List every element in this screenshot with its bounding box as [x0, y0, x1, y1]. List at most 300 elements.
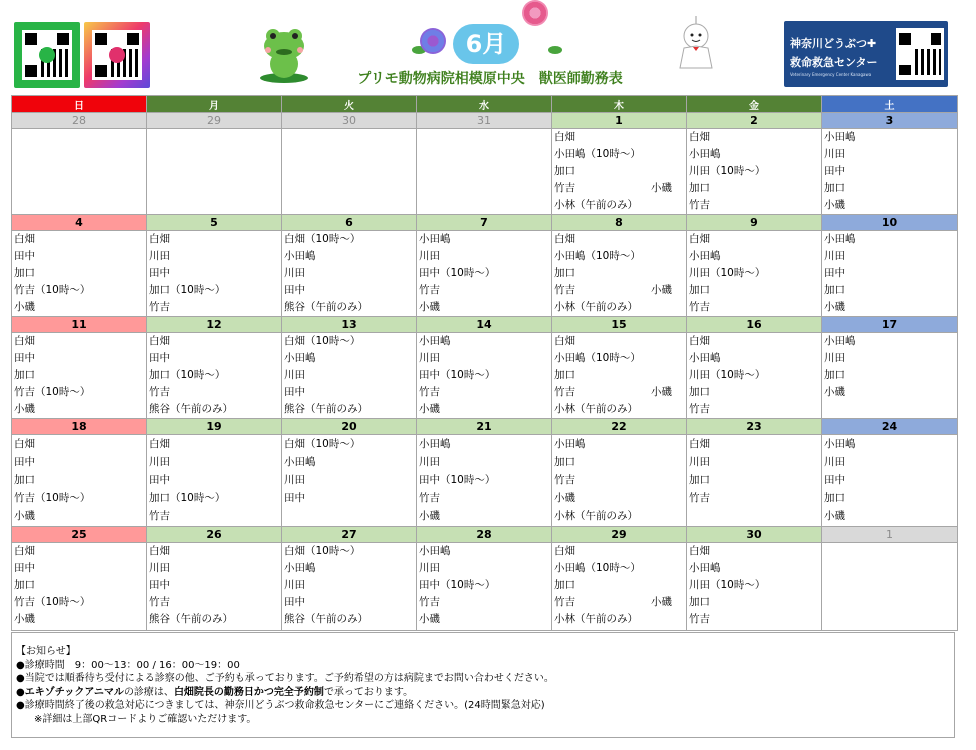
staff-name: 田中 [149, 352, 170, 364]
staff-row [12, 129, 958, 215]
notice-hours: ●診療時間 9：00～13：00 / 16：00～19：00 [16, 659, 240, 671]
staff-entry [147, 594, 281, 611]
day-staff-cell [822, 129, 958, 215]
staff-entry [282, 594, 416, 611]
staff-entry [12, 248, 146, 265]
staff-name: 小林（午前のみ） [554, 301, 638, 313]
staff-name-right: 小磯 [651, 284, 672, 296]
staff-name: 田中 [824, 474, 845, 486]
day-staff-cell [552, 435, 687, 527]
staff-name: 竹吉 [149, 510, 170, 522]
staff-name: 加口 [554, 369, 575, 381]
staff-entry [282, 282, 416, 299]
staff-entry [12, 333, 146, 350]
date-row [12, 113, 958, 129]
staff-name: 竹吉 [554, 474, 575, 486]
staff-name: 小磯 [824, 386, 845, 398]
staff-entry [687, 471, 821, 489]
staff-name: 小田嶋 [824, 438, 856, 450]
staff-name: 小田嶋 [689, 148, 721, 160]
staff-entry [282, 611, 416, 628]
staff-name: 小田嶋 [284, 352, 316, 364]
day-staff-cell [687, 435, 822, 527]
hydrangea-pink-icon [522, 0, 548, 26]
day-staff-cell [12, 129, 147, 215]
staff-name: 田中 [284, 284, 305, 296]
staff-name: 白畑 [689, 545, 710, 557]
staff-entry [147, 435, 281, 453]
day-number: 18 [12, 419, 147, 435]
day-number: 8 [552, 215, 687, 231]
day-staff-cell [687, 129, 822, 215]
staff-name: 小磯 [14, 510, 35, 522]
staff-name: 白畑（10時～） [284, 545, 361, 557]
notice-reservation: ●当院では順番待ち受付による診察の他、ご予約も承っております。ご予約希望の方は病院までお問い合わせください。 [16, 673, 554, 684]
staff-entry [552, 180, 686, 197]
staff-entry [552, 248, 686, 265]
staff-entry [147, 231, 281, 248]
notice-box [11, 632, 955, 738]
staff-name: 小田嶋 [284, 562, 316, 574]
day-staff-cell [12, 333, 147, 419]
day-number: 11 [12, 317, 147, 333]
staff-entry [552, 282, 686, 299]
staff-entry [687, 248, 821, 265]
staff-entry [552, 129, 686, 146]
staff-name: 加口 [689, 474, 710, 486]
staff-entry [282, 543, 416, 560]
staff-entry [147, 350, 281, 367]
staff-entry [282, 471, 416, 489]
date-row [12, 215, 958, 231]
staff-entry [417, 333, 551, 350]
day-number: 16 [687, 317, 822, 333]
center-name-line2: 救命救急センター [790, 56, 878, 69]
staff-name: 田中 [149, 474, 170, 486]
staff-entry [687, 435, 821, 453]
staff-entry [687, 282, 821, 299]
staff-name: 小磯 [419, 613, 440, 625]
notice-exotic-animal: エキゾチックアニマル [24, 686, 124, 698]
day-number: 27 [282, 527, 417, 543]
weekday-sat: 土 [822, 96, 958, 113]
staff-name: 小磯 [824, 301, 845, 313]
staff-name: 川田 [824, 148, 845, 160]
staff-entry [147, 282, 281, 299]
staff-name: 竹吉（10時～） [14, 596, 91, 608]
staff-name: 竹吉 [419, 284, 440, 296]
staff-name: 加口（10時～） [149, 284, 226, 296]
staff-entry [282, 265, 416, 282]
staff-entry [12, 401, 146, 418]
staff-name: 田中 [284, 492, 305, 504]
staff-name: 白畑（10時～） [284, 335, 361, 347]
day-staff-cell [282, 543, 417, 631]
staff-name: 白畑 [554, 335, 575, 347]
staff-entry [417, 507, 551, 525]
staff-entry [822, 231, 957, 248]
staff-entry [552, 489, 686, 507]
staff-entry [12, 231, 146, 248]
staff-name: 加口 [14, 474, 35, 486]
staff-entry [687, 489, 821, 507]
staff-entry [147, 471, 281, 489]
staff-name: 田中 [824, 165, 845, 177]
staff-entry [147, 299, 281, 316]
staff-entry [147, 577, 281, 594]
staff-entry [147, 611, 281, 628]
staff-entry [12, 543, 146, 560]
staff-name-right: 小磯 [651, 182, 672, 194]
day-staff-cell [282, 333, 417, 419]
staff-entry [552, 577, 686, 594]
staff-row [12, 543, 958, 631]
staff-entry [282, 333, 416, 350]
line-qr-code[interactable] [14, 22, 80, 88]
staff-entry [417, 543, 551, 560]
weekday-thu: 木 [552, 96, 687, 113]
notice-heading: 【お知らせ】 [16, 646, 76, 657]
day-staff-cell [12, 543, 147, 631]
staff-entry [417, 265, 551, 282]
staff-name-right: 小磯 [651, 386, 672, 398]
staff-entry [687, 384, 821, 401]
staff-entry [687, 367, 821, 384]
day-number: 7 [417, 215, 552, 231]
staff-name: 竹吉 [419, 386, 440, 398]
day-number: 21 [417, 419, 552, 435]
staff-entry [417, 453, 551, 471]
staff-entry [822, 163, 957, 180]
staff-name: 熊谷（午前のみ） [284, 403, 368, 415]
day-number: 29 [147, 113, 282, 129]
staff-entry [552, 401, 686, 418]
staff-entry [822, 350, 957, 367]
instagram-qr-icon [95, 33, 139, 77]
staff-name: 白畑 [554, 131, 575, 143]
staff-entry [687, 350, 821, 367]
staff-entry [417, 611, 551, 628]
day-staff-cell [822, 231, 958, 317]
notice-exotic [16, 686, 950, 700]
staff-entry [147, 489, 281, 507]
staff-entry [822, 489, 957, 507]
staff-name: 小磯 [824, 510, 845, 522]
staff-entry [687, 197, 821, 214]
date-row [12, 317, 958, 333]
staff-entry [552, 197, 686, 214]
staff-name: 白畑 [554, 233, 575, 245]
teru-teru-bozu-icon [676, 16, 716, 76]
staff-entry [147, 384, 281, 401]
schedule-calendar [11, 95, 958, 631]
staff-name: 熊谷（午前のみ） [284, 301, 368, 313]
staff-entry [417, 367, 551, 384]
staff-entry [687, 577, 821, 594]
staff-entry [687, 560, 821, 577]
staff-name: 加口 [824, 369, 845, 381]
emergency-center-banner[interactable] [784, 21, 948, 87]
staff-name: 竹吉 [554, 596, 575, 608]
staff-entry [147, 333, 281, 350]
notice-text: の診療は、 [123, 686, 174, 698]
staff-entry [822, 367, 957, 384]
staff-entry [687, 180, 821, 197]
staff-name: 加口 [14, 267, 35, 279]
day-number: 25 [12, 527, 147, 543]
staff-row [12, 231, 958, 317]
frog-icon [258, 26, 310, 84]
staff-name: 川田（10時～） [689, 165, 766, 177]
staff-entry [687, 231, 821, 248]
day-staff-cell [822, 333, 958, 419]
staff-entry [552, 507, 686, 525]
staff-entry [12, 560, 146, 577]
staff-name: 白畑 [14, 545, 35, 557]
staff-entry [12, 435, 146, 453]
staff-name: 小田嶋 [419, 233, 451, 245]
staff-name: 加口 [824, 284, 845, 296]
day-staff-cell [147, 543, 282, 631]
staff-entry [822, 265, 957, 282]
staff-entry [147, 560, 281, 577]
staff-entry [822, 299, 957, 316]
day-number: 4 [12, 215, 147, 231]
staff-name: 加口 [554, 579, 575, 591]
notice-text: で承っております。 [323, 686, 414, 698]
staff-entry [12, 265, 146, 282]
staff-name: 白畑 [689, 233, 710, 245]
staff-name: 川田 [149, 456, 170, 468]
staff-name: 小林（午前のみ） [554, 510, 638, 522]
day-staff-cell [822, 543, 958, 631]
staff-entry [552, 453, 686, 471]
day-number: 30 [687, 527, 822, 543]
staff-entry [552, 594, 686, 611]
staff-entry [147, 507, 281, 525]
staff-entry [552, 231, 686, 248]
staff-entry [552, 560, 686, 577]
staff-name: 川田 [689, 456, 710, 468]
staff-entry [552, 265, 686, 282]
day-number: 20 [282, 419, 417, 435]
staff-entry [822, 282, 957, 299]
staff-entry [552, 611, 686, 628]
staff-entry [282, 248, 416, 265]
staff-name: 白畑 [554, 545, 575, 557]
day-staff-cell [687, 333, 822, 419]
staff-entry [282, 577, 416, 594]
staff-entry [552, 384, 686, 401]
staff-name: 白畑 [149, 335, 170, 347]
staff-entry [687, 146, 821, 163]
staff-entry [12, 350, 146, 367]
day-number: 9 [687, 215, 822, 231]
day-staff-cell [282, 129, 417, 215]
staff-name: 小磯 [419, 403, 440, 415]
staff-name: 田中 [149, 267, 170, 279]
staff-name: 川田 [419, 352, 440, 364]
staff-entry [822, 146, 957, 163]
day-number: 19 [147, 419, 282, 435]
staff-name: 竹吉 [419, 492, 440, 504]
staff-name: 竹吉 [554, 386, 575, 398]
notice-emergency: ●診療時間終了後の救急対応につきましては、神奈川どうぶつ救命救急センターにご連絡ください。(24時間緊急対応) [16, 700, 545, 711]
notice-qr-hint: ※詳細は上部QRコードよりご確認いただけます。 [34, 713, 257, 725]
line-qr-icon [25, 33, 69, 77]
staff-name: 小田嶋 [284, 456, 316, 468]
staff-entry [687, 163, 821, 180]
staff-name: 川田 [284, 267, 305, 279]
staff-name: 加口 [554, 267, 575, 279]
day-number: 12 [147, 317, 282, 333]
staff-entry [687, 453, 821, 471]
staff-name: 竹吉 [689, 403, 710, 415]
day-number: 28 [12, 113, 147, 129]
staff-name: 小田嶋（10時～） [554, 562, 641, 574]
staff-name: 加口 [689, 182, 710, 194]
staff-entry [552, 350, 686, 367]
day-staff-cell [822, 435, 958, 527]
staff-entry [417, 350, 551, 367]
staff-name: 熊谷（午前のみ） [149, 403, 233, 415]
staff-entry [147, 453, 281, 471]
day-staff-cell [282, 231, 417, 317]
staff-name: 加口 [554, 165, 575, 177]
notice-exotic-condition: 白畑院長の勤務日かつ完全予約制 [173, 686, 324, 698]
staff-name: 竹吉 [149, 596, 170, 608]
staff-row [12, 435, 958, 527]
staff-name: 加口 [14, 369, 35, 381]
staff-entry [282, 350, 416, 367]
staff-entry [12, 577, 146, 594]
staff-name: 竹吉 [149, 386, 170, 398]
staff-name: 竹吉 [689, 613, 710, 625]
staff-name: 加口 [824, 492, 845, 504]
staff-name: 小林（午前のみ） [554, 403, 638, 415]
staff-name: 川田（10時～） [689, 579, 766, 591]
staff-entry [552, 163, 686, 180]
staff-name: 小田嶋 [419, 335, 451, 347]
day-staff-cell [687, 543, 822, 631]
staff-entry [417, 489, 551, 507]
staff-entry [687, 299, 821, 316]
staff-name: 小田嶋 [689, 562, 721, 574]
day-staff-cell [417, 435, 552, 527]
staff-entry [822, 180, 957, 197]
staff-name: 川田 [824, 456, 845, 468]
staff-name: 竹吉 [419, 596, 440, 608]
staff-entry [822, 507, 957, 525]
header [0, 0, 976, 92]
staff-entry [282, 489, 416, 507]
staff-entry [822, 435, 957, 453]
staff-name: 白畑 [689, 335, 710, 347]
staff-entry [417, 231, 551, 248]
staff-entry [12, 471, 146, 489]
staff-name: 小磯 [419, 510, 440, 522]
staff-name: 田中（10時～） [419, 267, 496, 279]
staff-name: 川田 [284, 474, 305, 486]
staff-entry [552, 146, 686, 163]
staff-name: 小磯 [554, 492, 575, 504]
staff-name: 川田 [284, 369, 305, 381]
staff-entry [12, 489, 146, 507]
staff-name: 白畑（10時～） [284, 438, 361, 450]
staff-name: 加口 [689, 596, 710, 608]
staff-name: 田中 [149, 579, 170, 591]
staff-name: 小田嶋 [554, 438, 586, 450]
staff-entry [417, 384, 551, 401]
weekday-mon: 月 [147, 96, 282, 113]
staff-name: 竹吉 [689, 492, 710, 504]
month-badge: 6月 [453, 24, 519, 64]
staff-entry [282, 560, 416, 577]
instagram-qr-code[interactable] [84, 22, 150, 88]
staff-entry [552, 435, 686, 453]
staff-name: 小磯 [14, 301, 35, 313]
hydrangea-purple-icon [420, 28, 446, 54]
day-number: 1 [552, 113, 687, 129]
staff-entry [417, 560, 551, 577]
staff-entry [12, 299, 146, 316]
staff-entry [687, 594, 821, 611]
weekday-wed: 水 [417, 96, 552, 113]
staff-entry [822, 333, 957, 350]
emergency-center-qr-code[interactable] [896, 28, 944, 80]
staff-name: 田中 [824, 267, 845, 279]
staff-name: 小田嶋 [824, 131, 856, 143]
staff-name: 加口（10時～） [149, 492, 226, 504]
staff-entry [417, 282, 551, 299]
staff-row [12, 333, 958, 419]
staff-entry [12, 507, 146, 525]
day-number: 24 [822, 419, 958, 435]
staff-entry [417, 401, 551, 418]
staff-entry [282, 401, 416, 418]
staff-entry [417, 248, 551, 265]
day-number: 2 [687, 113, 822, 129]
day-staff-cell [12, 231, 147, 317]
day-number: 26 [147, 527, 282, 543]
leaf-icon [548, 46, 562, 54]
day-number: 3 [822, 113, 958, 129]
staff-entry [822, 197, 957, 214]
staff-entry [822, 129, 957, 146]
staff-entry [282, 435, 416, 453]
staff-entry [147, 367, 281, 384]
day-number: 31 [417, 113, 552, 129]
staff-name: 小磯 [14, 403, 35, 415]
staff-name: 竹吉（10時～） [14, 492, 91, 504]
staff-entry [552, 471, 686, 489]
staff-name: 田中（10時～） [419, 474, 496, 486]
staff-name: 加口 [554, 456, 575, 468]
staff-entry [147, 401, 281, 418]
staff-name: 白畑 [14, 335, 35, 347]
staff-name: 小田嶋 [689, 250, 721, 262]
staff-name: 小田嶋 [419, 438, 451, 450]
staff-name: 竹吉 [149, 301, 170, 313]
staff-entry [12, 611, 146, 628]
staff-name: 小磯 [419, 301, 440, 313]
day-staff-cell [417, 333, 552, 419]
day-number: 13 [282, 317, 417, 333]
staff-name: 田中 [14, 352, 35, 364]
staff-entry [12, 384, 146, 401]
staff-entry [417, 471, 551, 489]
staff-name: 加口 [689, 386, 710, 398]
